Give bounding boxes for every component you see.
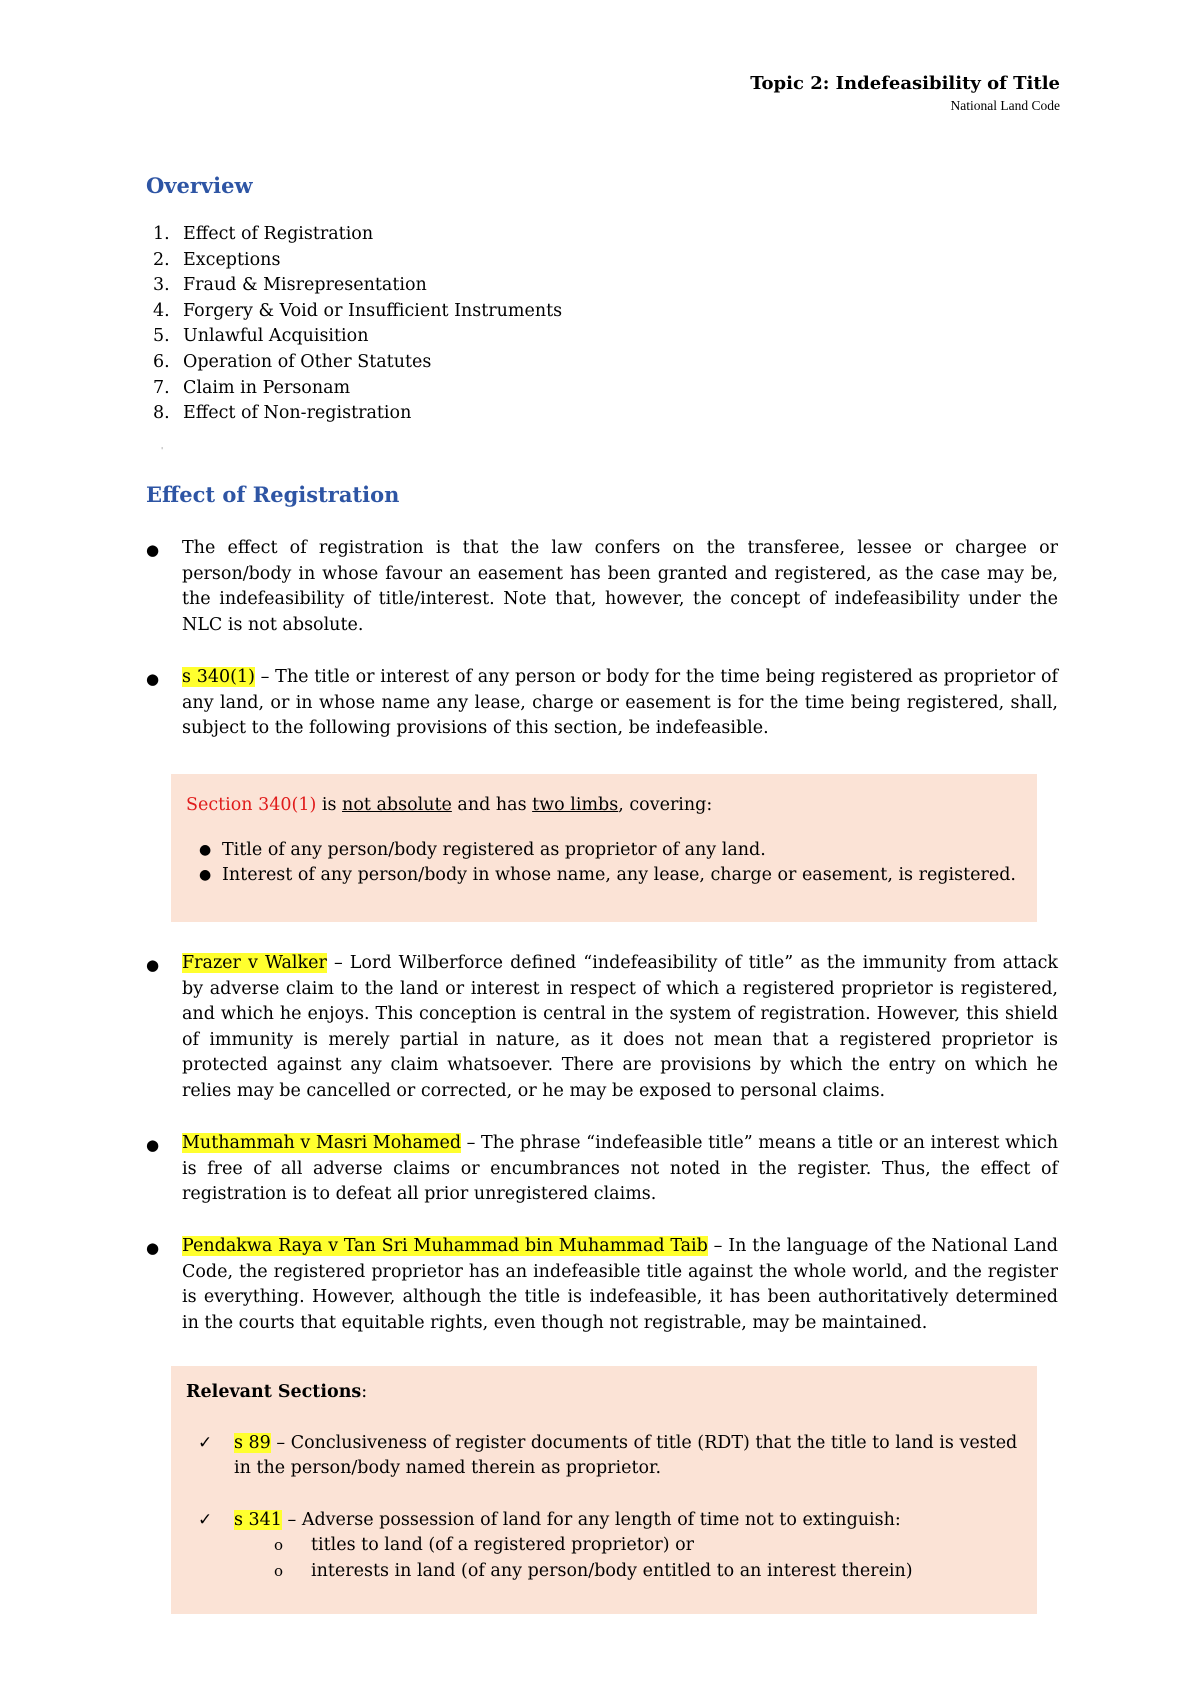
list-item: 8. Effect of Non-registration bbox=[153, 403, 412, 424]
effect-heading: Effect of Registration bbox=[146, 482, 400, 507]
section-item-s89: ✓ s 89 – Conclusiveness of register documents of title (RDT) that the title to land is vested in the person/body named therein as proprietor. bbox=[198, 1432, 1018, 1479]
list-item: o titles to land (of a registered proprietor) or bbox=[186, 1533, 1021, 1559]
bullet-text: Pendakwa Raya v Tan Sri Muhammad bin Muhammad Taib – In the language of the National Land Code, the registered proprietor has an indefeasible title against the whole world, and the register is everything. However, although the title is indefeasible, it has been authoritatively determined in the courts that equitable rights, even though not registrable, may be maintained. bbox=[182, 1236, 1059, 1333]
bullet-pendakwa bbox=[146, 1234, 1058, 1336]
stray-mark: ' bbox=[161, 446, 164, 455]
bullet-text: Muthammah v Masri Mohamed – The phrase “indefeasible title” means a title or an interest which is free of all adverse claims or encumbrances not noted in the register. Thus, the effect of registration is to defeat all prior unregistered claims. bbox=[182, 1133, 1058, 1205]
bullet-icon: ● bbox=[199, 841, 212, 858]
bullet-icon: ● bbox=[199, 867, 212, 884]
section-ref: s 341 bbox=[234, 1509, 282, 1530]
list-item: 1. Effect of Registration bbox=[153, 224, 374, 244]
section-ref: s 89 bbox=[234, 1432, 271, 1453]
topic-subtitle: National Land Code bbox=[950, 98, 1060, 113]
list-item: ● Interest of any person/body in whose name, any lease, charge or easement, is registered. bbox=[186, 863, 1017, 889]
bullet-icon: ● bbox=[146, 1239, 160, 1257]
overview-heading: Overview bbox=[146, 173, 253, 198]
list-item: 7. Claim in Personam bbox=[153, 377, 351, 398]
callout-box-340 bbox=[171, 774, 1037, 922]
section-item-s341: ✓ s 341 – Adverse possession of land for any length of time not to extinguish: bbox=[186, 1508, 1021, 1534]
list-item: 2. Exceptions bbox=[153, 249, 281, 270]
list-item: 5. Unlawful Acquisition bbox=[153, 326, 369, 347]
circle-bullet-icon: o bbox=[274, 1561, 284, 1580]
bullet-icon: ● bbox=[146, 1136, 160, 1154]
checkmark-icon: ✓ bbox=[198, 1432, 213, 1453]
bullet-text: s 340(1) – The title or interest of any person or body for the time being registered as proprietor of any land, or in whose name any lease, charge or easement is for the time being registered, shall, subject to the following provisions of this section, be indefeasible. bbox=[182, 667, 1059, 739]
bullet-effect bbox=[146, 536, 1058, 638]
bullet-icon: ● bbox=[146, 670, 160, 688]
list-item: o interests in land (of any person/body entitled to an interest therein) bbox=[186, 1559, 1021, 1585]
topic-title: Topic 2: Indefeasibility of Title bbox=[750, 73, 1060, 94]
case-ref: Frazer v Walker bbox=[182, 953, 327, 973]
callout-box-relevant-sections bbox=[171, 1366, 1037, 1614]
list-item: 3. Fraud & Misrepresentation bbox=[153, 275, 427, 296]
list-item: 6. Operation of Other Statutes bbox=[153, 351, 432, 372]
bullet-icon: ● bbox=[146, 956, 160, 974]
overview-list bbox=[153, 222, 562, 427]
bullet-text: The effect of registration is that the law confers on the transferee, lessee or chargee or person/body in whose favour an easement has been granted and registered, as the case may be, the indefeasibility of title/interest. Note that, however, the concept of indefeasibility under the NLC is not absolute. bbox=[182, 538, 1058, 635]
case-ref: Pendakwa Raya v Tan Sri Muhammad bin Muhammad Taib bbox=[182, 1236, 708, 1256]
bullet-s340 bbox=[146, 665, 1058, 742]
bullet-frazer bbox=[146, 951, 1058, 1105]
case-ref: Muthammah v Masri Mohamed bbox=[182, 1133, 462, 1153]
bullet-muthammah bbox=[146, 1131, 1058, 1208]
relevant-sections-heading: Relevant Sections: bbox=[186, 1382, 368, 1402]
list-item: 4. Forgery & Void or Insufficient Instruments bbox=[153, 300, 563, 321]
list-item: ● Title of any person/body registered as proprietor of any land. bbox=[186, 838, 1017, 864]
checkmark-icon: ✓ bbox=[198, 1509, 213, 1530]
bullet-icon: ● bbox=[146, 541, 160, 559]
callout-list bbox=[186, 838, 1017, 889]
section-ref: s 340(1) bbox=[182, 667, 255, 687]
circle-bullet-icon: o bbox=[274, 1536, 284, 1555]
page-header bbox=[750, 72, 1060, 116]
callout-intro: Section 340(1) is not absolute and has two limbs, covering: bbox=[186, 795, 713, 815]
bullet-text: Frazer v Walker – Lord Wilberforce defined “indefeasibility of title” as the immunity from attack by adverse claim to the land or interest in respect of which a registered proprietor is registered, and which he enjoys. This conception is central in the system of registration. However, this shield of immunity is merely partial in nature, as it does not mean that a registered proprietor is protected against any claim whatsoever. There are provisions by which the entry on which he relies may be cancelled or corrected, or he may be exposed to personal claims. bbox=[182, 953, 1058, 1101]
